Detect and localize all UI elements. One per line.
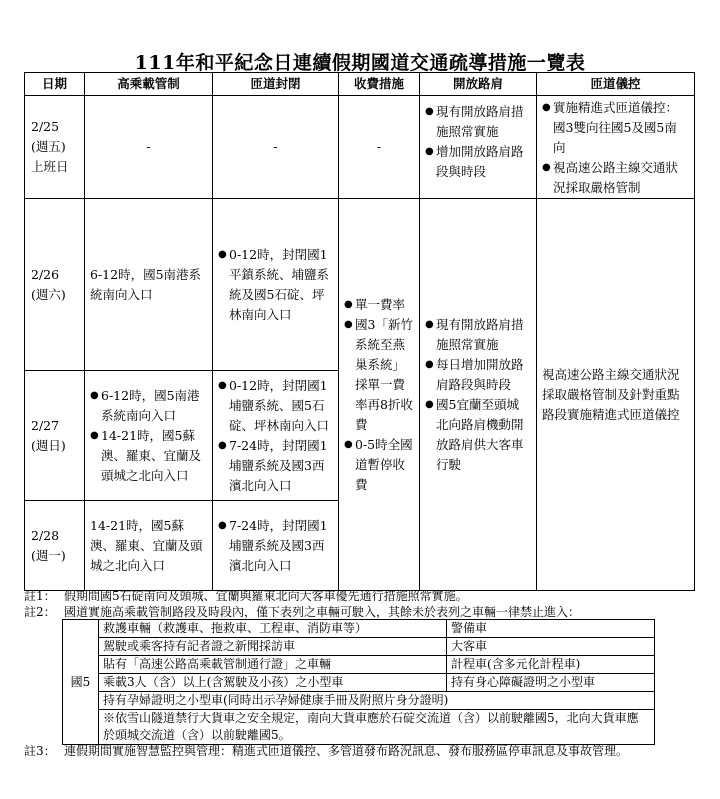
list-item: ● 增加開放路肩路段與時段 <box>425 142 531 182</box>
weekday-text: (週日) <box>31 437 66 453</box>
note-text: 假期間國5石碇南向及頭城、宜蘭與羅東北向大客車優先通行措施照常實施。 <box>64 589 468 603</box>
table-row <box>63 656 655 674</box>
hov-cell <box>85 371 213 501</box>
header-ramp-metering: 匝道儀控 <box>537 73 695 96</box>
date-text: 2/27 <box>31 417 60 433</box>
list-item: ● 6-12時，國5南港系統南向入口 <box>90 386 207 426</box>
vehicle-cell: 計程車(含多元化計程車) <box>447 656 655 674</box>
weekday-text: (週一) <box>31 547 66 563</box>
list-item: ● 0-12時，封閉國1埔鹽系統、國5石碇、坪林南向入口 <box>218 376 333 436</box>
table-row <box>63 620 655 638</box>
list-item: ● 現有開放路肩措施照常實施 <box>425 315 531 355</box>
shoulder-cell <box>420 96 537 199</box>
list-item: ● 國3「新竹系統至燕巢系統」採單一費率再8折收費 <box>344 315 414 435</box>
table-row <box>63 710 655 745</box>
list-item: ● 每日增加開放路肩路段與時段 <box>425 355 531 395</box>
table-row <box>25 199 695 371</box>
vehicle-cell: 救護車輛（救護車、拖救車、工程車、消防車等） <box>99 620 447 638</box>
table-row <box>63 692 655 710</box>
page-title: 111年和平紀念日連續假期國道交通疏導措施一覽表 <box>134 52 586 74</box>
day-type-text: 上班日 <box>31 159 69 174</box>
list-item: ● 國5宜蘭至頭城北向路肩機動開放路肩供大客車行駛 <box>425 395 531 475</box>
note-label: 註3： <box>24 744 56 758</box>
ramp-cell: - <box>213 96 339 199</box>
note-label: 註2： <box>24 605 56 619</box>
header-date: 日期 <box>25 73 85 96</box>
header-row <box>25 73 695 96</box>
ramp-cell <box>213 199 339 371</box>
table-row <box>25 96 695 199</box>
vehicle-cell: 警備車 <box>447 620 655 638</box>
note-label: 註1： <box>24 589 56 603</box>
list-item: ● 現有開放路肩措施照常實施 <box>425 102 531 142</box>
vehicle-cell: 貼有「高速公路高乘載管制通行證」之車輛 <box>99 656 447 674</box>
toll-merged-cell <box>339 199 420 591</box>
hov-cell: 6-12時，國5南港系統南向入口 <box>85 199 213 371</box>
toll-cell: - <box>339 96 420 199</box>
header-shoulder: 開放路肩 <box>420 73 537 96</box>
list-item: ● 14-21時，國5蘇澳、羅東、宜蘭及頭城之北向入口 <box>90 426 207 486</box>
vehicle-cell: 駕駛或乘客持有記者證之新聞採訪車 <box>99 638 447 656</box>
metering-merged-cell: 視高速公路主線交通狀況採取嚴格管制及針對重點路段實施精進式匝道儀控 <box>537 199 695 591</box>
list-item: ● 0-12時，封閉國1平鎮系統、埔鹽系統及國5石碇、坪林南向入口 <box>218 245 333 325</box>
list-item: ● 視高速公路主線交通狀況採取嚴格管制 <box>542 158 689 198</box>
vehicle-cell: 大客車 <box>447 638 655 656</box>
note-3 <box>24 743 700 759</box>
ramp-cell <box>213 371 339 501</box>
tunnel-rule-cell: ※依雪山隧道禁行大貨車之安全規定，南向大貨車應於石碇交流道（含）以前駛離國5，北向大貨車應於頭城交流道（含）以前駛離國5。 <box>99 710 655 745</box>
date-text: 2/28 <box>31 527 60 543</box>
list-item: ● 實施精進式匝道儀控：國3雙向往國5及國5南向 <box>542 98 689 158</box>
hov-cell: - <box>85 96 213 199</box>
weekday-text: (週六) <box>31 286 66 302</box>
vehicle-cell: 乘載3人（含）以上(含駕駛及小孩）之小型車 <box>99 674 447 692</box>
date-cell <box>25 371 85 501</box>
hov-cell: 14-21時，國5蘇澳、羅東、宜蘭及頭城之北向入口 <box>85 501 213 591</box>
note-2 <box>24 604 700 620</box>
date-text: 2/25 <box>31 119 60 134</box>
list-item: ● 7-24時，封閉國1埔鹽系統及國3西濱北向入口 <box>218 436 333 496</box>
list-item: ● 7-24時，封閉國1埔鹽系統及國3西濱北向入口 <box>218 516 333 576</box>
note-text: 連假期間實施智慧監控與管理：精進式匝道儀控、多管道發布路況訊息、發布服務區停車訊息及事故管理。 <box>64 744 629 758</box>
metering-cell <box>537 96 695 199</box>
date-cell <box>25 501 85 591</box>
note-text: 國道實施高乘載管制路段及時段內，僅下表列之車輛可駛入，其餘未於表列之車輛一律禁止進入： <box>64 605 581 619</box>
date-cell <box>25 96 85 199</box>
vehicle-cell: 持有孕婦證明之小型車(同時出示孕婦健康手冊及附照片身分證明) <box>99 692 655 710</box>
group-cell: 國5 <box>63 620 99 745</box>
measures-table <box>24 72 695 591</box>
list-item: ● 單一費率 <box>344 295 414 315</box>
date-cell <box>25 199 85 371</box>
allowed-vehicles-table <box>62 619 655 745</box>
header-ramp-closure: 匝道封閉 <box>213 73 339 96</box>
table-row <box>63 638 655 656</box>
list-item: ● 0-5時全國道暫停收費 <box>344 435 414 495</box>
shoulder-merged-cell <box>420 199 537 591</box>
table-row <box>63 674 655 692</box>
weekday-text: (週五) <box>31 139 66 154</box>
vehicle-cell: 持有身心障礙證明之小型車 <box>447 674 655 692</box>
ramp-cell <box>213 501 339 591</box>
date-text: 2/26 <box>31 266 60 282</box>
header-toll: 收費措施 <box>339 73 420 96</box>
header-hov: 高乘載管制 <box>85 73 213 96</box>
note-1 <box>24 588 700 604</box>
